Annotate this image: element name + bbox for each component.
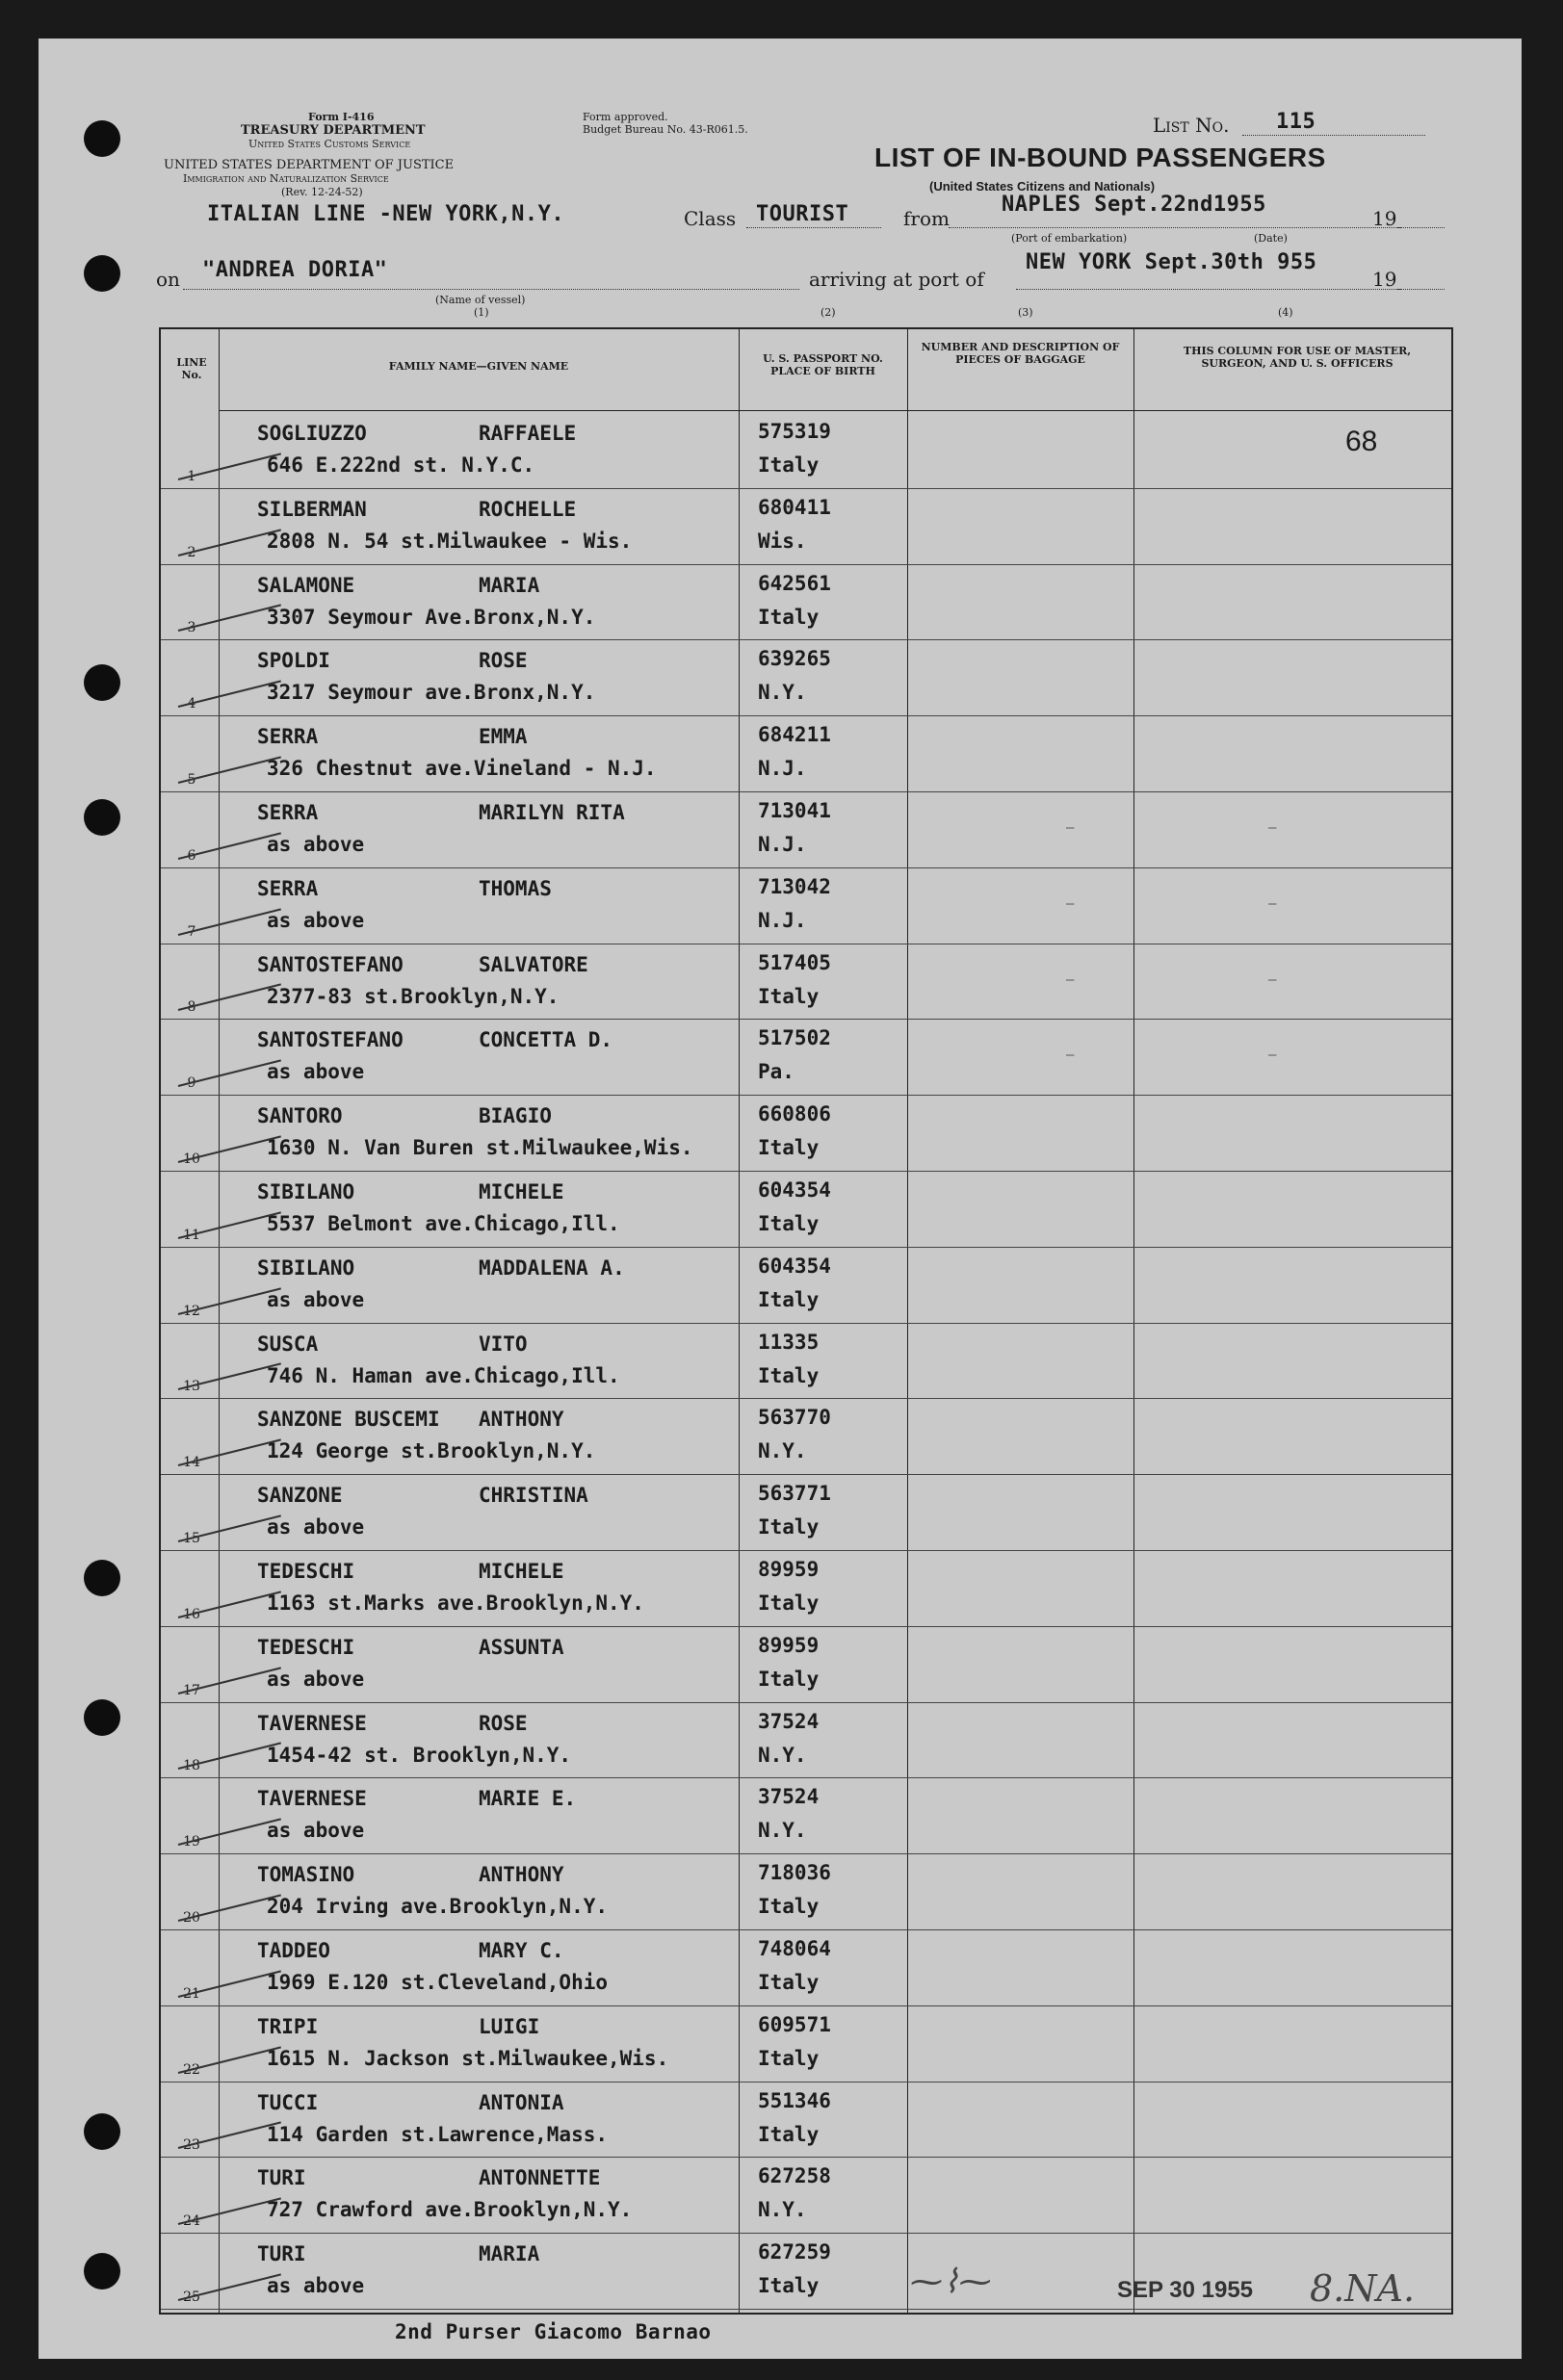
from-value: NAPLES Sept.22nd1955: [1002, 193, 1266, 217]
table-row: [161, 1702, 1451, 1779]
given-name: ANTONIA: [479, 2090, 564, 2114]
baggage-dash: —: [1066, 820, 1075, 836]
check-mark: [178, 1743, 281, 1771]
family-name: SALAMONE: [257, 573, 355, 597]
baggage-dash: —: [1066, 895, 1075, 912]
given-name: MARIA: [479, 573, 540, 597]
check-mark: [178, 2198, 281, 2226]
officer-note: 68: [1345, 426, 1378, 457]
shipping-line: ITALIAN LINE -NEW YORK,N.Y.: [207, 202, 565, 226]
address: 2377-83 st.Brooklyn,N.Y.: [267, 984, 560, 1008]
given-name: LUIGI: [479, 2014, 540, 2038]
baggage-dash: —: [1066, 1048, 1075, 1064]
arriving-value: NEW YORK Sept.30th 955: [1026, 250, 1317, 274]
family-name: TADDEO: [257, 1939, 330, 1962]
family-name: SUSCA: [257, 1332, 319, 1356]
address: 727 Crawford ave.Brooklyn,N.Y.: [267, 2198, 633, 2222]
budget-bureau: Budget Bureau No. 43-R061.5.: [583, 123, 748, 136]
line-number: 22: [183, 2061, 200, 2078]
check-mark: [178, 2273, 281, 2301]
class-value: TOURIST: [756, 202, 849, 226]
port-embark-label: (Port of embarkation): [1011, 232, 1128, 245]
place-of-birth: Italy: [758, 1363, 820, 1387]
binder-hole: [84, 1699, 120, 1736]
given-name: ANTONNETTE: [479, 2166, 601, 2190]
given-name: ROCHELLE: [479, 497, 577, 521]
column-number-4: (4): [1278, 306, 1293, 319]
place-of-birth: N.Y.: [758, 2198, 807, 2222]
line-number: 2: [187, 544, 196, 560]
place-of-birth: Italy: [758, 1515, 820, 1539]
vessel-line: [183, 289, 799, 290]
date-stamp: SEP 30 1955: [1117, 2277, 1254, 2303]
check-mark: [178, 1970, 281, 1998]
family-name: TUCCI: [257, 2090, 319, 2114]
address: as above: [267, 1819, 365, 1843]
given-name: MARIA: [479, 2242, 540, 2266]
given-name: MARILYN RITA: [479, 801, 625, 824]
place-of-birth: N.Y.: [758, 1819, 807, 1843]
header-officers: THIS COLUMN FOR USE OF MASTER, SURGEON, AND U. S. OFFICERS: [1183, 345, 1412, 370]
passport-number: 642561: [758, 571, 831, 595]
address: as above: [267, 1515, 365, 1539]
passport-number: 575319: [758, 420, 831, 443]
arriving-line: [1016, 289, 1401, 290]
place-of-birth: Italy: [758, 2274, 820, 2298]
line-number: 25: [183, 2289, 200, 2305]
passport-number: 89959: [758, 1558, 820, 1581]
place-of-birth: N.Y.: [758, 681, 807, 705]
form-number: Form I-416: [308, 111, 375, 123]
line-number: 3: [187, 620, 196, 636]
header-line-no: LINE No.: [176, 356, 207, 381]
given-name: ANTHONY: [479, 1863, 564, 1887]
passport-number: 748064: [758, 1937, 831, 1960]
ins-service: Immigration and Naturalization Service: [183, 172, 389, 185]
line-number: 6: [187, 847, 196, 864]
place-of-birth: Italy: [758, 453, 820, 477]
binder-hole: [84, 1560, 120, 1596]
officer-dash: —: [1268, 820, 1277, 836]
family-name: TURI: [257, 2166, 306, 2190]
address: 1615 N. Jackson st.Milwaukee,Wis.: [267, 2046, 669, 2070]
passenger-table: [159, 327, 1453, 2315]
document-subtitle: (United States Citizens and Nationals): [929, 179, 1156, 194]
line-number: 16: [183, 1606, 200, 1622]
table-row: [161, 1777, 1451, 1854]
family-name: TRIPI: [257, 2014, 319, 2038]
line-number: 23: [183, 2137, 200, 2154]
check-mark: [178, 1667, 281, 1694]
passport-number: 604354: [758, 1178, 831, 1202]
line-number: 17: [183, 1682, 200, 1698]
table-row: [161, 1247, 1451, 1324]
line-number: 10: [183, 1151, 200, 1167]
passport-number: 627258: [758, 2164, 831, 2188]
table-row: [161, 715, 1451, 792]
check-mark: [178, 1287, 281, 1315]
family-name: SILBERMAN: [257, 497, 367, 521]
address: as above: [267, 1667, 365, 1691]
address: 124 George st.Brooklyn,N.Y.: [267, 1439, 596, 1463]
address: as above: [267, 1060, 365, 1084]
check-mark: [178, 1060, 281, 1088]
column-number-2: (2): [821, 306, 836, 319]
place-of-birth: Italy: [758, 605, 820, 629]
passport-number: 517502: [758, 1026, 831, 1050]
table-row: [161, 1474, 1451, 1551]
officer-dash: —: [1268, 1048, 1277, 1064]
table-row: [161, 2082, 1451, 2159]
family-name: SERRA: [257, 725, 319, 749]
form-approved: Form approved.: [583, 111, 668, 123]
class-line: [746, 227, 881, 228]
given-name: MICHELE: [479, 1180, 564, 1203]
place-of-birth: Italy: [758, 1895, 820, 1919]
line-number: 20: [183, 1909, 200, 1926]
check-mark: [178, 1591, 281, 1618]
table-row: [161, 1019, 1451, 1096]
check-mark: [178, 453, 281, 480]
family-name: TEDESCHI: [257, 1635, 355, 1659]
place-of-birth: Italy: [758, 1212, 820, 1235]
year-2-line: [1396, 289, 1445, 290]
given-name: VITO: [479, 1332, 528, 1356]
given-name: MARIE E.: [479, 1787, 577, 1811]
address: as above: [267, 1287, 365, 1311]
given-name: EMMA: [479, 725, 528, 749]
table-row: [161, 2157, 1451, 2234]
check-mark: [178, 1514, 281, 1542]
passport-number: 517405: [758, 950, 831, 974]
line-number: 5: [187, 771, 196, 788]
address: 1163 st.Marks ave.Brooklyn,N.Y.: [267, 1591, 644, 1615]
check-mark: [178, 984, 281, 1012]
place-of-birth: Italy: [758, 1591, 820, 1615]
family-name: TURI: [257, 2242, 306, 2266]
vessel-name-label: (Name of vessel): [435, 294, 526, 306]
binder-hole: [84, 2113, 120, 2150]
place-of-birth: Italy: [758, 1971, 820, 1994]
line-number: 1: [187, 468, 196, 484]
table-row: [161, 564, 1451, 641]
line-number: 19: [183, 1834, 200, 1850]
family-name: SERRA: [257, 801, 319, 824]
line-number: 11: [183, 1227, 200, 1243]
column-number-3: (3): [1018, 306, 1033, 319]
class-label: Class: [684, 207, 737, 230]
form-revision: (Rev. 12-24-52): [281, 186, 363, 198]
address: 2808 N. 54 st.Milwaukee - Wis.: [267, 529, 633, 553]
passport-number: 11335: [758, 1330, 820, 1354]
place-of-birth: Wis.: [758, 529, 807, 553]
given-name: CONCETTA D.: [479, 1028, 613, 1052]
table-row: [161, 944, 1451, 1021]
address: 114 Garden st.Lawrence,Mass.: [267, 2122, 609, 2146]
header-baggage: NUMBER AND DESCRIPTION OF PIECES OF BAGGAGE: [921, 341, 1120, 366]
passport-number: 680411: [758, 495, 831, 519]
given-name: BIAGIO: [479, 1104, 552, 1128]
arriving-label: arriving at port of: [809, 268, 984, 291]
given-name: RAFFAELE: [479, 422, 577, 445]
binder-hole: [84, 120, 120, 157]
place-of-birth: N.J.: [758, 833, 807, 856]
place-of-birth: N.Y.: [758, 1743, 807, 1767]
binder-hole: [84, 664, 120, 701]
family-name: TEDESCHI: [257, 1560, 355, 1583]
column-number-1: (1): [474, 306, 489, 319]
line-number: 7: [187, 923, 196, 940]
check-mark: [178, 1363, 281, 1391]
check-mark: [178, 1211, 281, 1239]
family-name: SANTORO: [257, 1104, 343, 1128]
officer-dash: —: [1268, 895, 1277, 912]
passport-number: 604354: [758, 1254, 831, 1278]
check-mark: [178, 1819, 281, 1847]
officer-dash: —: [1268, 971, 1277, 988]
table-row: [161, 867, 1451, 944]
family-name: SPOLDI: [257, 649, 330, 673]
check-mark: [178, 832, 281, 860]
given-name: THOMAS: [479, 876, 552, 900]
family-name: SANZONE: [257, 1484, 343, 1508]
handwritten-scrawl: ⁓⌇⁓: [910, 2263, 992, 2301]
line-number: 12: [183, 1303, 200, 1319]
header-divider: [219, 410, 1451, 411]
family-name: SANZONE BUSCEMI: [257, 1408, 440, 1432]
address: 326 Chestnut ave.Vineland - N.J.: [267, 757, 657, 781]
place-of-birth: Italy: [758, 2122, 820, 2146]
check-mark: [178, 1894, 281, 1922]
list-no-value: 115: [1276, 110, 1316, 134]
given-name: ROSE: [479, 1711, 528, 1735]
document-title: LIST OF IN-BOUND PASSENGERS: [874, 142, 1326, 172]
customs-service: United States Customs Service: [248, 138, 411, 150]
passport-number: 627259: [758, 2240, 831, 2264]
table-row: [161, 488, 1451, 565]
check-mark: [178, 756, 281, 784]
table-row: [161, 1398, 1451, 1475]
line-number: 9: [187, 1075, 196, 1092]
justice-dept: UNITED STATES DEPARTMENT OF JUSTICE: [164, 158, 455, 172]
line-number: 24: [183, 2213, 200, 2230]
address: 646 E.222nd st. N.Y.C.: [267, 453, 535, 477]
binder-hole: [84, 799, 120, 836]
check-mark: [178, 2046, 281, 2074]
passport-number: 37524: [758, 1785, 820, 1809]
header-name: FAMILY NAME—GIVEN NAME: [388, 360, 569, 373]
line-number: 13: [183, 1379, 200, 1395]
passport-number: 660806: [758, 1102, 831, 1126]
header-passport: U. S. PASSPORT NO. PLACE OF BIRTH: [763, 352, 883, 377]
table-row: [161, 791, 1451, 868]
place-of-birth: Italy: [758, 1287, 820, 1311]
passport-number: 89959: [758, 1633, 820, 1657]
table-row: [161, 1929, 1451, 2006]
check-mark: [178, 2122, 281, 2150]
address: 1454-42 st. Brooklyn,N.Y.: [267, 1743, 572, 1767]
family-name: SOGLIUZZO: [257, 422, 367, 445]
from-label: from: [903, 207, 950, 230]
year-1: 19: [1372, 207, 1397, 230]
given-name: MADDALENA A.: [479, 1255, 625, 1280]
given-name: MARY C.: [479, 1939, 564, 1962]
passport-number: 713041: [758, 799, 831, 822]
check-mark: [178, 1439, 281, 1467]
place-of-birth: Italy: [758, 984, 820, 1008]
address: as above: [267, 908, 365, 932]
place-of-birth: N.J.: [758, 757, 807, 781]
place-of-birth: Pa.: [758, 1060, 795, 1084]
table-row: [161, 2233, 1451, 2310]
manifest-sheet: [39, 39, 1522, 2359]
given-name: ROSE: [479, 649, 528, 673]
handwritten-initials: 8.NA.: [1310, 2267, 1416, 2310]
address: 1969 E.120 st.Cleveland,Ohio: [267, 1971, 609, 1994]
family-name: TOMASINO: [257, 1863, 355, 1887]
passport-number: 713042: [758, 874, 831, 898]
passport-number: 563771: [758, 1482, 831, 1506]
date-label: (Date): [1254, 232, 1288, 245]
passport-number: 718036: [758, 1861, 831, 1885]
family-name: SIBILANO: [257, 1255, 355, 1280]
passport-number: 551346: [758, 2088, 831, 2112]
family-name: SANTOSTEFANO: [257, 1028, 404, 1052]
list-no-line: [1242, 135, 1425, 136]
address: 204 Irving ave.Brooklyn,N.Y.: [267, 1895, 609, 1919]
address: 3307 Seymour Ave.Bronx,N.Y.: [267, 605, 596, 629]
address: 746 N. Haman ave.Chicago,Ill.: [267, 1363, 620, 1387]
table-row: [161, 412, 1451, 489]
check-mark: [178, 529, 281, 556]
place-of-birth: Italy: [758, 1136, 820, 1160]
address: 5537 Belmont ave.Chicago,Ill.: [267, 1212, 620, 1235]
family-name: TAVERNESE: [257, 1787, 367, 1811]
table-row: [161, 1853, 1451, 1930]
table-row: [161, 1323, 1451, 1400]
place-of-birth: Italy: [758, 2046, 820, 2070]
year-2: 19: [1372, 268, 1397, 291]
vessel-name: "ANDREA DORIA": [202, 258, 388, 282]
place-of-birth: N.Y.: [758, 1439, 807, 1463]
treasury-dept: TREASURY DEPARTMENT: [241, 123, 426, 138]
check-mark: [178, 681, 281, 709]
baggage-dash: —: [1066, 971, 1075, 988]
purser-signature: 2nd Purser Giacomo Barnao: [395, 2320, 712, 2343]
table-row: [161, 1171, 1451, 1248]
given-name: CHRISTINA: [479, 1484, 588, 1508]
address: as above: [267, 2274, 365, 2298]
on-label: on: [156, 268, 180, 291]
line-number: 8: [187, 999, 196, 1016]
address: as above: [267, 833, 365, 856]
passport-number: 37524: [758, 1709, 820, 1733]
table-row: [161, 1626, 1451, 1703]
binder-hole: [84, 255, 120, 292]
check-mark: [178, 1135, 281, 1163]
given-name: ASSUNTA: [479, 1635, 564, 1659]
passport-number: 609571: [758, 2012, 831, 2036]
line-number: 18: [183, 1758, 200, 1774]
passport-number: 684211: [758, 723, 831, 747]
binder-hole: [84, 2253, 120, 2289]
address: 3217 Seymour ave.Bronx,N.Y.: [267, 681, 596, 705]
table-row: [161, 1095, 1451, 1172]
family-name: SIBILANO: [257, 1180, 355, 1203]
check-mark: [178, 908, 281, 936]
year-1-line: [1396, 227, 1445, 228]
family-name: TAVERNESE: [257, 1711, 367, 1735]
line-number: 14: [183, 1455, 200, 1471]
table-row: [161, 639, 1451, 716]
given-name: SALVATORE: [479, 952, 588, 976]
passport-number: 639265: [758, 647, 831, 671]
family-name: SANTOSTEFANO: [257, 952, 404, 976]
line-number: 4: [187, 696, 196, 712]
given-name: MICHELE: [479, 1560, 564, 1583]
passport-number: 563770: [758, 1406, 831, 1430]
family-name: SERRA: [257, 876, 319, 900]
check-mark: [178, 605, 281, 633]
table-row: [161, 2005, 1451, 2082]
list-no-label: List No.: [1153, 114, 1230, 137]
address: 1630 N. Van Buren st.Milwaukee,Wis.: [267, 1136, 693, 1160]
line-number: 15: [183, 1530, 200, 1546]
place-of-birth: N.J.: [758, 908, 807, 932]
table-row: [161, 1550, 1451, 1627]
given-name: ANTHONY: [479, 1408, 564, 1432]
line-number: 21: [183, 1985, 200, 2002]
from-line: [949, 227, 1401, 228]
place-of-birth: Italy: [758, 1667, 820, 1691]
